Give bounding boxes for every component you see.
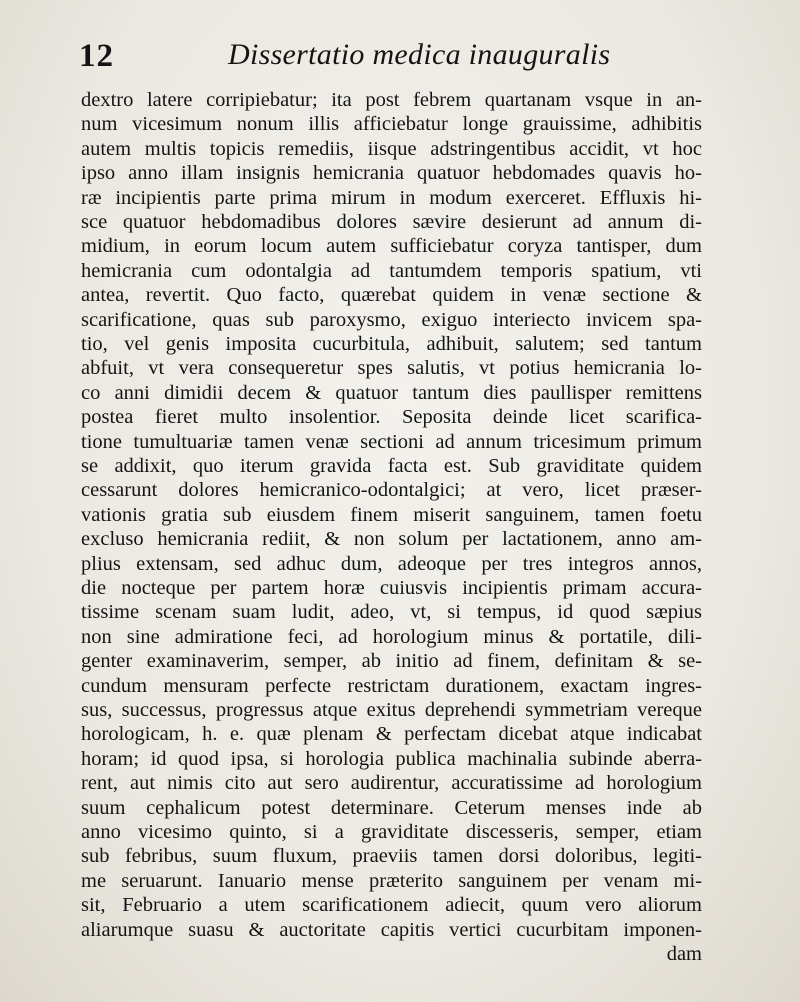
text-line: suum cephalicum potest determinare. Ceterum menses inde ab — [81, 796, 702, 819]
text-line: ræ incipientis parte prima mirum in modum exerceret. Effluxis hi- — [81, 186, 702, 209]
text-line: plius extensam, sed adhuc dum, adeoque per tres integros annos, — [81, 552, 702, 575]
text-line: aliarumque suasu & auctoritate capitis vertici cucurbitam imponen- — [81, 918, 702, 941]
text-line: rent, aut nimis cito aut sero audirentur, accuratissime ad horologium — [81, 772, 702, 795]
text-line: tio, vel genis imposita cucurbitula, adhibuit, salutem; sed tantum — [81, 333, 702, 355]
text-line: horam; id quod ipsa, si horologia publica machinalia subinde aberra- — [81, 747, 702, 770]
text-line: autem multis topicis remediis, iisque adstringentibus accidit, vt hoc — [81, 137, 702, 160]
text-line: ipso anno illam insignis hemicrania quatuor hebdomades quavis ho- — [81, 162, 702, 185]
running-title: Dissertatio medica inauguralis — [228, 38, 611, 71]
text-line: dam — [666, 943, 702, 965]
text-line: excluso hemicrania rediit, & non solum per lactationem, anno am- — [81, 528, 702, 551]
text-line: cessarunt dolores hemicranico-odontalgici; at vero, licet præser- — [81, 479, 702, 502]
text-line: sub febribus, suum fluxum, praeviis tamen dorsi doloribus, legiti- — [81, 845, 702, 868]
text-line: anno vicesimo quinto, si a graviditate discesseris, semper, etiam — [81, 821, 702, 843]
text-line: dextro latere corripiebatur; ita post febrem quartanam vsque in an- — [81, 89, 702, 111]
text-line: sit, Februario a utem scarificationem adiecit, quum vero aliorum — [81, 894, 702, 917]
text-line: die nocteque per partem horæ cuiusvis incipientis primam accura- — [81, 577, 702, 599]
page-number: 12 — [79, 38, 114, 74]
text-line: cundum mensuram perfecte restrictam durationem, exactam ingres- — [81, 674, 702, 697]
text-line: antea, revertit. Quo facto, quærebat quidem in venæ sectione & — [81, 284, 702, 307]
text-line: genter examinaverim, semper, ab initio ad finem, definitam & se- — [81, 650, 702, 673]
text-line: vationis gratia sub eiusdem finem miserit sanguinem, tamen foetu — [81, 503, 702, 526]
text-line: abfuit, vt vera consequeretur spes salutis, vt potius hemicrania lo- — [81, 357, 702, 380]
text-line: tissime scenam suam ludit, adeo, vt, si tempus, id quod sæpius — [81, 601, 702, 624]
text-line: postea fieret multo insolentior. Seposita deinde licet scarifica- — [81, 406, 702, 429]
text-line: non sine admiratione feci, ad horologium minus & portatile, dili- — [81, 625, 702, 648]
text-line: sce quatuor hebdomadibus dolores sævire desierunt ad annum di- — [81, 211, 702, 233]
text-line: midium, in eorum locum autem sufficiebatur coryza tantisper, dum — [81, 235, 702, 258]
text-line: co anni dimidii decem & quatuor tantum dies paullisper remittens — [81, 381, 702, 404]
text-line: scarificatione, quas sub paroxysmo, exiguo interiecto invicem spa- — [81, 308, 702, 331]
text-line: horologicam, h. e. quæ plenam & perfectam dicebat atque indicabat — [81, 723, 702, 746]
text-line: tione tumultuariæ tamen venæ sectioni ad annum tricesimum primum — [81, 430, 702, 453]
text-line: me seruarunt. Ianuario mense præterito sanguinem per venam mi- — [81, 869, 702, 892]
text-line: se addixit, quo iterum gravida facta est. Sub graviditate quidem — [81, 455, 702, 477]
text-line: sus, successus, progressus atque exitus deprehendi symmetriam vereque — [81, 699, 702, 721]
text-line: num vicesimum nonum illis afficiebatur longe grauissime, adhibitis — [81, 113, 702, 136]
text-line: hemicrania cum odontalgia ad tantumdem temporis spatium, vti — [81, 259, 702, 282]
